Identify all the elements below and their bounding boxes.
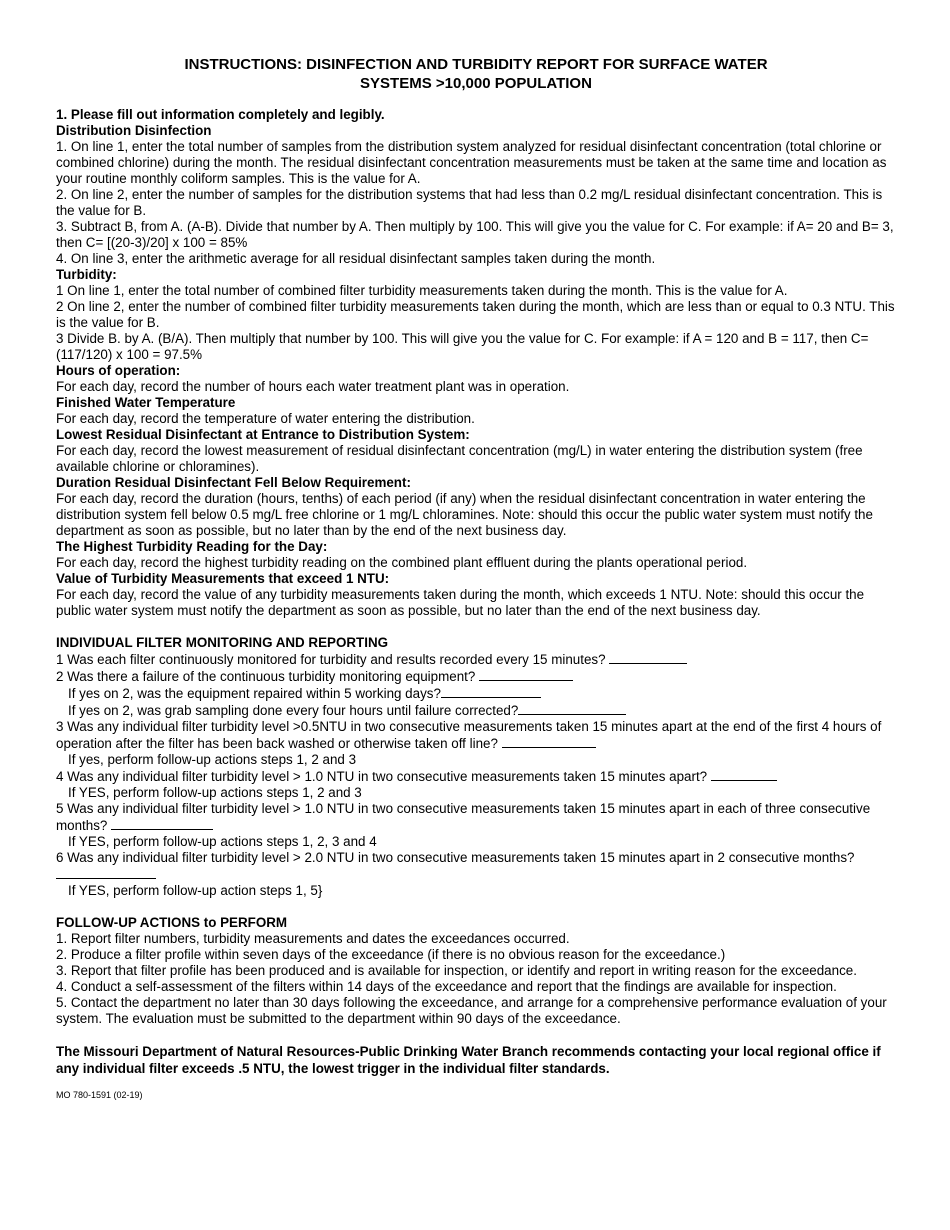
answer-blank[interactable] <box>518 702 626 715</box>
question-text: If yes on 2, was grab sampling done every four hours until failure corrected? <box>68 703 519 718</box>
followup-item: 4. Conduct a self-assessment of the filters within 14 days of the exceedance and report that the findings are available for inspection. <box>56 979 837 994</box>
filter-question-1 <box>56 651 896 668</box>
answer-blank[interactable] <box>56 866 156 879</box>
answer-blank[interactable] <box>479 668 573 681</box>
title-line-2: SYSTEMS >10,000 POPULATION <box>360 75 592 92</box>
form-number: MO 780-1591 (02-19) <box>56 1090 143 1101</box>
distribution-heading: Distribution Disinfection <box>56 123 212 138</box>
filter-heading: INDIVIDUAL FILTER MONITORING AND REPORTING <box>56 635 389 650</box>
filter-question-2b <box>56 702 896 719</box>
lowest-residual-text: For each day, record the lowest measurement of residual disinfectant concentration (mg/L) in water entering the distribution system (free available chlorine or chloramines). <box>56 443 863 474</box>
question-text: 6 Was any individual filter turbidity level > 2.0 NTU in two consecutive measurements taken 15 minutes apart in 2 consecutive months? <box>56 850 855 865</box>
question-text: 4 Was any individual filter turbidity level > 1.0 NTU in two consecutive measurements taken 15 minutes apart? <box>56 769 708 784</box>
followup-heading: FOLLOW-UP ACTIONS to PERFORM <box>56 915 288 930</box>
filter-question-6 <box>56 850 896 883</box>
intro-instruction: 1. Please fill out information completely and legibly. <box>56 107 385 122</box>
lowest-residual-heading: Lowest Residual Disinfectant at Entrance to Distribution System: <box>56 427 470 442</box>
question-text: If yes on 2, was the equipment repaired within 5 working days? <box>68 686 441 701</box>
filter-instruction-3: If yes, perform follow-up actions steps 1, 2 and 3 <box>68 752 357 767</box>
question-text: 5 Was any individual filter turbidity level > 1.0 NTU in two consecutive measurements taken 15 minutes apart in each of three consecutive months? <box>56 801 871 833</box>
closing-recommendation: The Missouri Department of Natural Resources-Public Drinking Water Branch recommends contacting your local regional office if any individual filter exceeds .5 NTU, the lowest trigger in the individual filter standards. <box>56 1044 881 1076</box>
hours-heading: Hours of operation: <box>56 363 181 378</box>
filter-question-3 <box>56 719 896 752</box>
followup-item: 1. Report filter numbers, turbidity measurements and dates the exceedances occurred. <box>56 931 570 946</box>
answer-blank[interactable] <box>441 685 541 698</box>
hours-text: For each day, record the number of hours each water treatment plant was in operation. <box>56 379 570 394</box>
answer-blank[interactable] <box>609 651 687 664</box>
temperature-heading: Finished Water Temperature <box>56 395 236 410</box>
document-page <box>56 55 896 1100</box>
highest-turbidity-text: For each day, record the highest turbidity reading on the combined plant effluent during the plants operational period. <box>56 555 748 570</box>
highest-turbidity-heading: The Highest Turbidity Reading for the Day: <box>56 539 328 554</box>
page-title <box>56 55 896 93</box>
duration-text: For each day, record the duration (hours, tenths) of each period (if any) when the residual disinfectant concentration in water entering the distribution system fell below 0.5 mg/L free chlorine or 1 mg/L chloramines. Note: should this occur the public water system must notify the department as soon as possible, but no later than by the end of the next business day. <box>56 491 873 538</box>
filter-question-2 <box>56 668 896 685</box>
instructions-body <box>56 107 896 1027</box>
question-text: 2 Was there a failure of the continuous turbidity monitoring equipment? <box>56 669 476 684</box>
turbidity-heading: Turbidity: <box>56 267 117 282</box>
exceed-text: For each day, record the value of any turbidity measurements taken during the month, which exceeds 1 NTU. Note: should this occur the public water system must notify the department as soon as possible, but no later than the end of the next business day. <box>56 587 865 618</box>
distribution-item: 2. On line 2, enter the number of samples for the distribution systems that had less than 0.2 mg/L residual disinfectant concentration. This is the value for B. <box>56 187 883 218</box>
temperature-text: For each day, record the temperature of water entering the distribution. <box>56 411 475 426</box>
distribution-item: 4. On line 3, enter the arithmetic average for all residual disinfectant samples taken during the month. <box>56 251 656 266</box>
duration-heading: Duration Residual Disinfectant Fell Below Requirement: <box>56 475 411 490</box>
filter-question-5 <box>56 801 896 834</box>
filter-instruction-5: If YES, perform follow-up actions steps 1, 2, 3 and 4 <box>68 834 377 849</box>
exceed-heading: Value of Turbidity Measurements that exceed 1 NTU: <box>56 571 390 586</box>
turbidity-item: 3 Divide B. by A. (B/A). Then multiply that number by 100. This will give you the value for C. For example: if A = 120 and B = 117, then C= (117/120) x 100 = 97.5% <box>56 331 869 362</box>
turbidity-item: 1 On line 1, enter the total number of combined filter turbidity measurements taken during the month. This is the value for A. <box>56 283 788 298</box>
question-text: 1 Was each filter continuously monitored for turbidity and results recorded every 15 minutes? <box>56 652 606 667</box>
filter-instruction-4: If YES, perform follow-up actions steps 1, 2 and 3 <box>68 785 362 800</box>
followup-item: 2. Produce a filter profile within seven days of the exceedance (if there is no obvious reason for the exceedance.) <box>56 947 726 962</box>
question-text: 3 Was any individual filter turbidity level >0.5NTU in two consecutive measurements taken 15 minutes apart at the end of the first 4 hours of operation after the filter has been back washed or otherwise taken off line? <box>56 719 882 751</box>
distribution-item: 3. Subtract B, from A. (A-B). Divide that number by A. Then multiply by 100. This will give you the value for C. For example: if A= 20 and B= 3, then C= [(20-3)/20] x 100 = 85% <box>56 219 894 250</box>
followup-item: 3. Report that filter profile has been produced and is available for inspection, or identify and report in writing reason for the exceedance. <box>56 963 857 978</box>
answer-blank[interactable] <box>711 768 777 781</box>
turbidity-item: 2 On line 2, enter the number of combined filter turbidity measurements taken during the month, which are less than or equal to 0.3 NTU. This is the value for B. <box>56 299 895 330</box>
filter-question-2a <box>56 685 896 702</box>
title-line-1: INSTRUCTIONS: DISINFECTION AND TURBIDITY REPORT FOR SURFACE WATER <box>184 56 768 73</box>
followup-item: 5. Contact the department no later than 30 days following the exceedance, and arrange for a comprehensive performance evaluation of your system. The evaluation must be submitted to the department within 90 days of the exceedance. <box>56 995 887 1026</box>
answer-blank[interactable] <box>111 817 213 830</box>
distribution-item: 1. On line 1, enter the total number of samples from the distribution system analyzed for residual disinfectant concentration (total chlorine or combined chlorine) during the month. The residual disinfectant concentration measurements must be taken at the same time and location as your routine monthly coliform samples. This is the value for A. <box>56 139 887 186</box>
filter-instruction-6: If YES, perform follow-up action steps 1, 5} <box>68 883 323 898</box>
answer-blank[interactable] <box>502 735 596 748</box>
filter-question-4 <box>56 768 896 785</box>
